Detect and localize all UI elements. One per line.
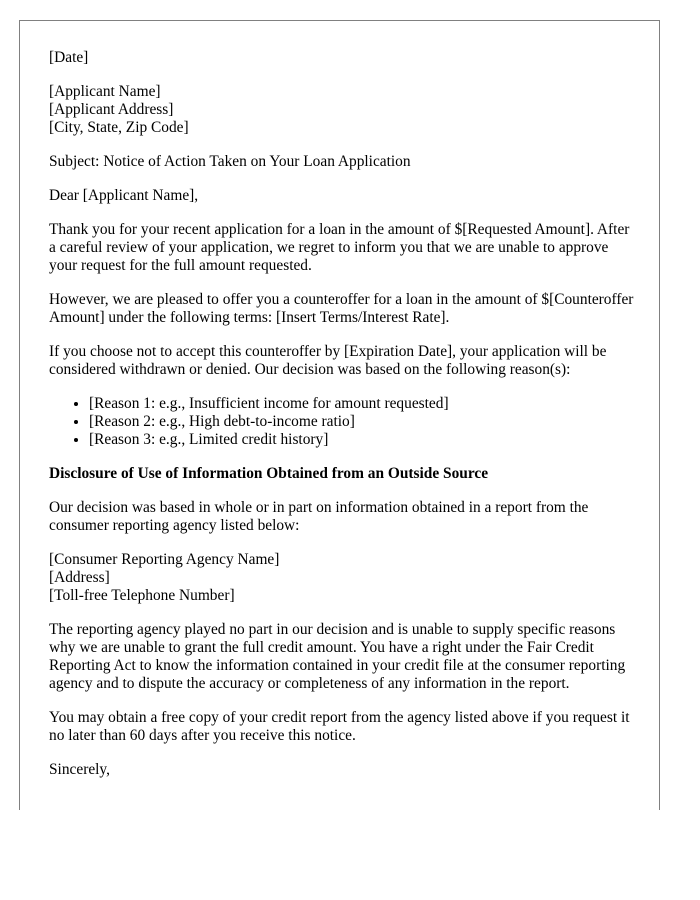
paragraph-expiration: If you choose not to accept this counteroffer by [Expiration Date], your application will be considered withdrawn or denied. Our decision was based on the following reason(s): xyxy=(49,343,607,378)
disclosure-heading: Disclosure of Use of Information Obtained from an Outside Source xyxy=(49,465,489,482)
paragraph-counteroffer: However, we are pleased to offer you a counteroffer for a loan in the amount of $[Counteroffer Amount] under the following terms: [Insert Terms/Interest Rate]. xyxy=(49,291,634,326)
list-item: • [Reason 2: e.g., High debt-to-income ratio] xyxy=(89,413,639,431)
list-item: • [Reason 3: e.g., Limited credit history] xyxy=(89,431,639,449)
paragraph-outside-source: Our decision was based in whole or in part on information obtained in a report from the consumer reporting agency listed below: xyxy=(49,499,589,534)
date-line: [Date] xyxy=(49,49,89,66)
applicant-address-block xyxy=(49,83,639,137)
applicant-address: [Applicant Address] xyxy=(49,101,174,118)
letter-body xyxy=(49,49,639,795)
letter-page xyxy=(19,20,660,810)
agency-address: [Address] xyxy=(49,569,110,586)
list-item: • [Reason 1: e.g., Insufficient income for amount requested] xyxy=(89,395,639,413)
reasons-list xyxy=(49,395,639,449)
agency-address-block xyxy=(49,551,639,605)
salutation: Dear [Applicant Name], xyxy=(49,187,199,204)
applicant-city-state-zip: [City, State, Zip Code] xyxy=(49,119,189,136)
applicant-name: [Applicant Name] xyxy=(49,83,161,100)
paragraph-fcra-rights: The reporting agency played no part in our decision and is unable to supply specific reasons why we are unable to grant the full credit amount. You have a right under the Fair Credit Reporting Act to know the information contained in your credit file at the consumer reporting agency and to dispute the accuracy or completeness of any information in the report. xyxy=(49,621,626,692)
agency-name: [Consumer Reporting Agency Name] xyxy=(49,551,280,568)
closing: Sincerely, xyxy=(49,761,110,778)
subject-line: Subject: Notice of Action Taken on Your Loan Application xyxy=(49,153,411,170)
paragraph-application-review: Thank you for your recent application for a loan in the amount of $[Requested Amount]. After a careful review of your application, we regret to inform you that we are unable to approve your request for the full amount requested. xyxy=(49,221,630,274)
agency-phone: [Toll-free Telephone Number] xyxy=(49,587,235,604)
paragraph-free-report: You may obtain a free copy of your credit report from the agency listed above if you request it no later than 60 days after you receive this notice. xyxy=(49,709,630,744)
